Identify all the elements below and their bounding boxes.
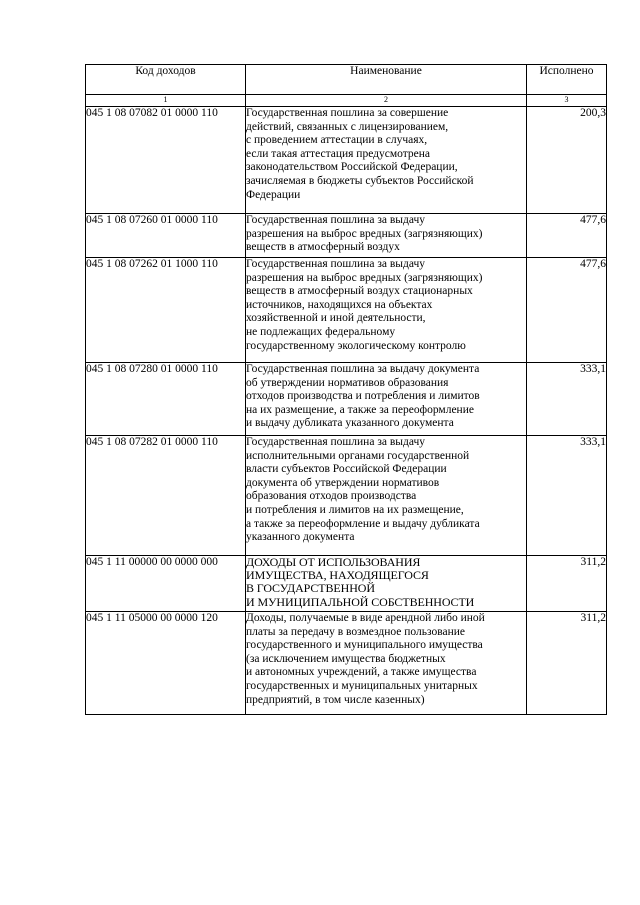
table-row: [86, 363, 607, 436]
row-name-line: исполнительными органами государственной: [246, 449, 470, 462]
row-name-line: Государственная пошлина за выдачу: [246, 436, 426, 448]
row-name-line: документа об утверждении нормативов: [246, 476, 440, 489]
column-number-row: [86, 95, 607, 107]
row-name-line: законодательством Российской Федерации,: [246, 161, 458, 174]
row-code: 045 1 11 05000 00 0000 120: [86, 612, 246, 715]
row-name-line: власти субъектов Российской Федерации: [246, 463, 447, 476]
row-name-line: и потребления и лимитов на их размещение,: [246, 503, 464, 516]
row-name: [246, 214, 527, 258]
header-name: Наименование: [246, 65, 527, 95]
row-name-line: предприятий, в том числе казенных): [246, 693, 425, 706]
row-name-line: государственному экологическому контролю: [246, 339, 466, 352]
row-name-line: а также за переоформление и выдачу дубликата: [246, 517, 480, 530]
row-executed: 200,3: [527, 107, 607, 214]
header-executed: Исполнено: [527, 65, 607, 95]
row-name-line: веществ в атмосферный воздух: [246, 241, 400, 254]
row-name-line: образования отходов производства: [246, 490, 417, 503]
row-name-line: ДОХОДЫ ОТ ИСПОЛЬЗОВАНИЯ: [246, 555, 421, 569]
row-name-line: с проведением аттестации в случаях,: [246, 134, 428, 147]
row-name-line: на их размещение, а также за переоформление: [246, 403, 474, 416]
row-code: 045 1 11 00000 00 0000 000: [86, 556, 246, 612]
row-name-line: В ГОСУДАРСТВЕННОЙ: [246, 581, 375, 596]
header-code: Код доходов: [86, 65, 246, 95]
row-name-line: платы за передачу в возмездное пользование: [246, 625, 465, 638]
row-name-line: отходов производства и потребления и лимитов: [246, 390, 480, 403]
row-name-line: указанного документа: [246, 531, 355, 544]
table-row: [86, 258, 607, 363]
row-name: [246, 258, 527, 363]
row-name: [246, 107, 527, 214]
row-name-line: Государственная пошлина за выдачу: [246, 214, 426, 226]
column-number-name: 2: [246, 95, 527, 107]
row-executed: 477,6: [527, 214, 607, 258]
row-name-line: Государственная пошлина за выдачу: [246, 258, 426, 270]
row-name-line: ИМУЩЕСТВА, НАХОДЯЩЕГОСЯ: [246, 568, 429, 583]
row-name-line: Федерации: [246, 188, 301, 201]
row-name-line: государственных и муниципальных унитарных: [246, 679, 478, 692]
row-code: 045 1 08 07262 01 1000 110: [86, 258, 246, 363]
row-code: 045 1 08 07280 01 0000 110: [86, 363, 246, 436]
row-name-line: об утверждении нормативов образования: [246, 376, 449, 389]
row-name: [246, 363, 527, 436]
row-name: [246, 436, 527, 556]
row-name-line: и автономных учреждений, а также имущества: [246, 666, 477, 679]
row-name-line: зачисляемая в бюджеты субъектов Российской: [246, 174, 474, 187]
header-row: [86, 65, 607, 95]
table-row: [86, 612, 607, 715]
row-name-line: хозяйственной и иной деятельности,: [246, 312, 426, 325]
row-name-line: (за исключением имущества бюджетных: [246, 652, 446, 665]
row-name-line: государственного и муниципального имущества: [246, 639, 483, 652]
row-name-line: разрешения на выброс вредных (загрязняющих): [246, 271, 483, 284]
table-row: [86, 107, 607, 214]
table-row: [86, 556, 607, 612]
row-name-line: источников, находящихся на объектах: [246, 298, 433, 311]
row-code: 045 1 08 07082 01 0000 110: [86, 107, 246, 214]
table-row: [86, 214, 607, 258]
row-name-line: и выдачу дубликата указанного документа: [246, 417, 454, 430]
row-code: 045 1 08 07260 01 0000 110: [86, 214, 246, 258]
row-executed: 477,6: [527, 258, 607, 363]
row-code: 045 1 08 07282 01 0000 110: [86, 436, 246, 556]
row-name-line: действий, связанных с лицензированием,: [246, 120, 449, 133]
row-executed: 311,2: [527, 612, 607, 715]
row-executed: 333,1: [527, 363, 607, 436]
revenue-table: [85, 64, 607, 715]
row-name-line: если такая аттестация предусмотрена: [246, 147, 431, 160]
row-name-line: Государственная пошлина за выдачу документа: [246, 363, 480, 375]
row-name-line: разрешения на выброс вредных (загрязняющих): [246, 227, 483, 240]
row-name-line: веществ в атмосферный воздух стационарных: [246, 285, 473, 298]
row-name-line: Доходы, получаемые в виде арендной либо иной: [246, 612, 485, 624]
row-executed: 333,1: [527, 436, 607, 556]
row-executed: 311,2: [527, 556, 607, 612]
row-name-line: И МУНИЦИПАЛЬНОЙ СОБСТВЕННОСТИ: [246, 594, 475, 609]
row-name-line: Государственная пошлина за совершение: [246, 107, 449, 119]
column-number-code: 1: [86, 95, 246, 107]
row-name-line: не подлежащих федеральному: [246, 325, 396, 338]
row-name: [246, 612, 527, 715]
column-number-executed: 3: [527, 95, 607, 107]
row-name: [246, 556, 527, 612]
table-row: [86, 436, 607, 556]
